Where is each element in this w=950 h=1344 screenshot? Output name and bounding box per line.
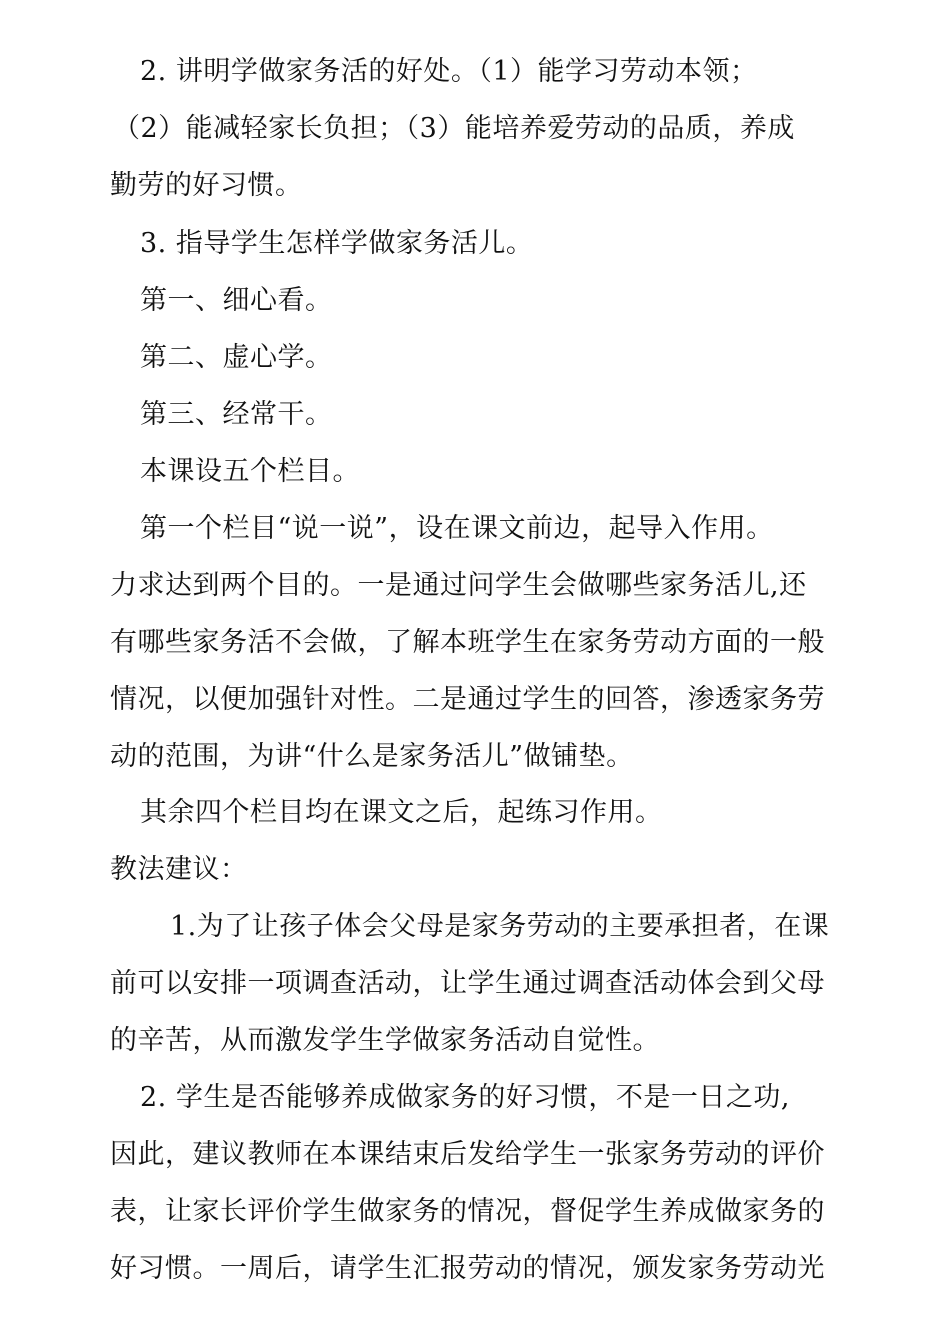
paragraph-line: 前可以安排一项调查活动，让学生通过调查活动体会到父母 bbox=[110, 968, 825, 999]
paragraph-line: 因此，建议教师在本课结束后发给学生一张家务劳动的评价 bbox=[110, 1139, 825, 1170]
paragraph-line: 好习惯。一周后，请学生汇报劳动的情况，颁发家务劳动光 bbox=[110, 1253, 825, 1284]
paragraph-line: 力求达到两个目的。一是通过问学生会做哪些家务活儿,还 bbox=[110, 570, 807, 601]
paragraph-line: 其余四个栏目均在课文之后，起练习作用。 bbox=[140, 797, 663, 828]
list-item: 第一、细心看。 bbox=[140, 285, 333, 316]
paragraph-line: （2）能减轻家长负担；（3）能培养爱劳动的品质，养成 bbox=[113, 113, 795, 144]
paragraph-line: 本课设五个栏目。 bbox=[140, 456, 360, 487]
paragraph-line: 表，让家长评价学生做家务的情况，督促学生养成做家务的 bbox=[110, 1196, 825, 1227]
paragraph-line: 2. 讲明学做家务活的好处。（1）能学习劳动本领； bbox=[140, 56, 758, 87]
paragraph-line: 情况，以便加强针对性。二是通过学生的回答，渗透家务劳 bbox=[110, 684, 825, 715]
paragraph-line: 勤劳的好习惯。 bbox=[110, 170, 303, 201]
list-item: 第二、虚心学。 bbox=[140, 342, 333, 373]
paragraph-line: 的辛苦，从而激发学生学做家务活动自觉性。 bbox=[110, 1025, 660, 1056]
paragraph-line: 有哪些家务活不会做，了解本班学生在家务劳动方面的一般 bbox=[110, 627, 825, 658]
paragraph-line: 1.为了让孩子体会父母是家务劳动的主要承担者，在课 bbox=[170, 911, 830, 942]
paragraph-line: 2. 学生是否能够养成做家务的好习惯，不是一日之功, bbox=[140, 1082, 790, 1113]
paragraph-line: 3. 指导学生怎样学做家务活儿。 bbox=[140, 228, 534, 259]
paragraph-line: 第一个栏目“说一说”，设在课文前边，起导入作用。 bbox=[140, 513, 774, 544]
section-heading: 教法建议： bbox=[110, 854, 248, 885]
paragraph-line: 动的范围，为讲“什么是家务活儿”做铺垫。 bbox=[110, 741, 634, 772]
list-item: 第三、经常干。 bbox=[140, 399, 333, 430]
